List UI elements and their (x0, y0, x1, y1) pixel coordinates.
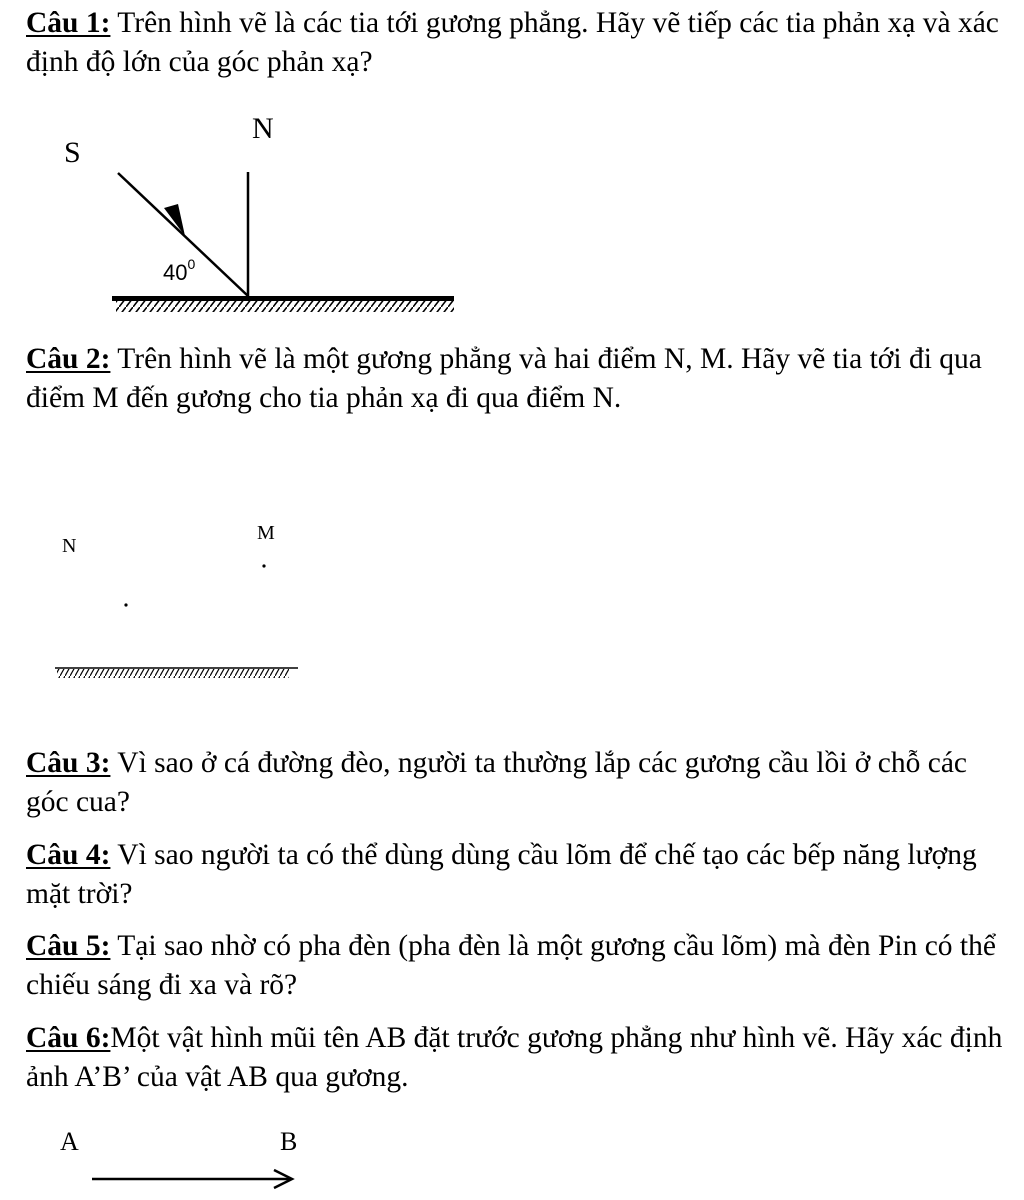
angle-degree-sign: 0 (187, 256, 196, 272)
question-1 (26, 4, 1006, 82)
question-1-label: Câu 1: (26, 7, 111, 39)
normal-label-n: N (252, 112, 274, 145)
question-4 (26, 836, 1006, 914)
point-n-dot (124, 603, 127, 606)
question-2-text: Trên hình vẽ là một gương phẳng và hai điểm N, M. Hãy vẽ tia tới đi qua điểm M đến gương cho tia phản xạ đi qua điểm N. (26, 343, 982, 414)
question-2 (26, 340, 1006, 418)
point-a-label: A (60, 1127, 79, 1156)
question-5-text: Tại sao nhờ có pha đèn (pha đèn là một gương cầu lõm) mà đèn Pin có thể chiếu sáng đi xa và rõ? (26, 930, 996, 1001)
question-2-label: Câu 2: (26, 343, 111, 375)
question-3-text: Vì sao ở cá đường đèo, người ta thường lắp các gương cầu lồi ở chỗ các góc cua? (26, 747, 968, 818)
point-n-label: N (62, 535, 77, 557)
figure-3-arrow-object (0, 1115, 320, 1200)
mirror-surface (112, 296, 454, 301)
figure-1-reflection-diagram (0, 100, 480, 330)
angle-value: 40 (163, 260, 188, 285)
angle-label (163, 256, 195, 285)
point-m-label: M (257, 522, 275, 544)
point-m-dot (262, 564, 265, 567)
question-5-label: Câu 5: (26, 930, 111, 962)
question-5 (26, 927, 1006, 1005)
question-6-text: Một vật hình mũi tên AB đặt trước gương phẳng như hình vẽ. Hãy xác định ảnh A’B’ của vật AB qua gương. (26, 1022, 1003, 1093)
mirror-hatching (57, 669, 289, 678)
question-4-label: Câu 4: (26, 839, 111, 871)
ray-source-label-s: S (64, 136, 81, 169)
question-4-text: Vì sao người ta có thể dùng dùng cầu lõm để chế tạo các bếp năng lượng mặt trời? (26, 839, 977, 910)
mirror-hatching (116, 301, 454, 312)
point-b-label: B (280, 1127, 298, 1156)
figure-2-mirror-points (0, 505, 320, 695)
question-3 (26, 744, 1006, 822)
question-6-label: Câu 6: (26, 1022, 111, 1054)
question-3-label: Câu 3: (26, 747, 111, 779)
question-6 (26, 1019, 1006, 1097)
question-1-text: Trên hình vẽ là các tia tới gương phẳng. Hãy vẽ tiếp các tia phản xạ và xác định độ lớn của góc phản xạ? (26, 7, 999, 78)
